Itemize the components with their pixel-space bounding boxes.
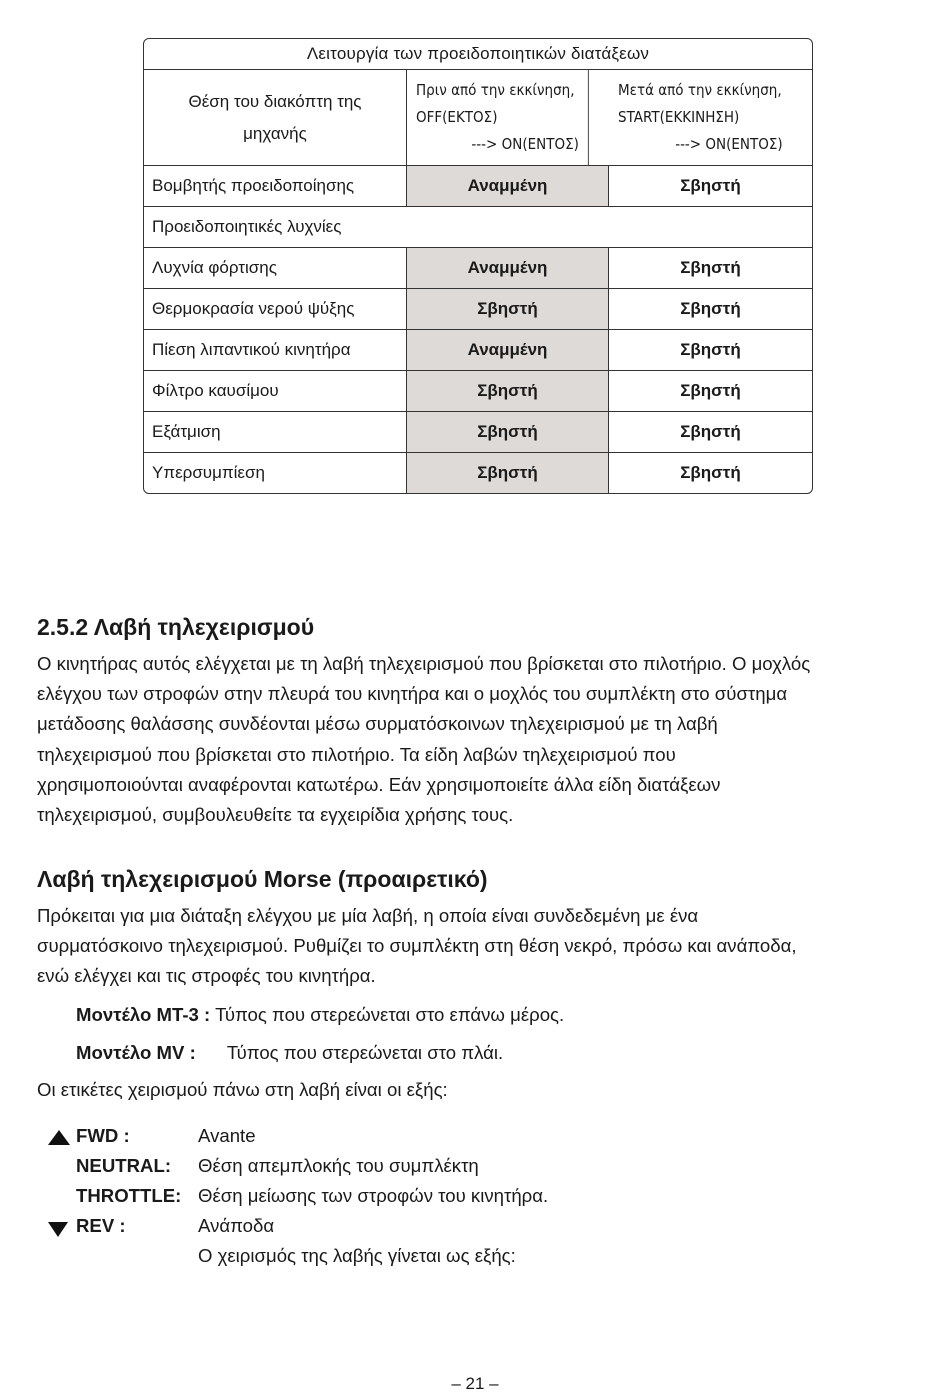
label-key: FWD :	[76, 1125, 130, 1146]
row-after-value: Σβηστή	[680, 422, 741, 441]
table-row	[144, 330, 812, 371]
row-after-value: Σβηστή	[680, 463, 741, 482]
header-switch-position: Θέση του διακόπτη της μηχανής	[144, 70, 407, 165]
paragraph-line: ελέγχου των στροφών στην πλευρά του κινητήρα και ο μοχλός του συμπλέκτη στο σύστημα	[37, 683, 788, 705]
row-label: Βομβητής προειδοποίησης	[144, 166, 407, 206]
row-after-value: Σβηστή	[680, 381, 741, 400]
table-row	[144, 166, 812, 207]
row-before-value: Σβηστή	[407, 289, 609, 329]
label-key: THROTTLE:	[76, 1185, 182, 1206]
table-row	[144, 453, 812, 493]
row-after-value: Σβηστή	[680, 340, 741, 359]
labels-intro: Οι ετικέτες χειρισμού πάνω στη λαβή είναι οι εξής:	[37, 1079, 448, 1100]
paragraph-line: τηλεχειρισμού, συμβουλευθείτε τα εγχειρίδια χρήσης τους.	[37, 804, 514, 826]
label-value: Avante	[198, 1125, 256, 1146]
model-name: Μοντέλο MV :	[76, 1042, 196, 1063]
row-before-value: Αναμμένη	[407, 248, 609, 288]
paragraph-line: μετάδοσης θαλάσσης συνδέονται μέσω συρματόσκοινων τηλεχειρισμού με τη λαβή	[37, 713, 718, 735]
header-after-line3: ---> ON(ΕΝΤΟΣ)	[675, 135, 783, 153]
label-key: REV :	[76, 1215, 126, 1236]
model-desc: Τύπος που στερεώνεται στο πλάι.	[226, 1042, 504, 1063]
section-heading-remote-control: 2.5.2 Λαβή τηλεχειρισμού	[37, 614, 315, 640]
header-after-start	[609, 70, 792, 165]
table-title: Λειτουργία των προειδοποιητικών διατάξεων	[144, 39, 812, 70]
row-before-value: Σβηστή	[407, 371, 609, 411]
section2-paragraph	[37, 901, 917, 992]
paragraph-line: τηλεχειρισμού που βρίσκεται στο πιλοτήριο. Τα είδη λαβών τηλεχειρισμού που	[37, 743, 676, 765]
model-mt3-line	[76, 1004, 564, 1026]
triangle-up-icon	[48, 1130, 70, 1145]
label-value: Ανάποδα	[198, 1215, 275, 1236]
model-mv-line	[76, 1042, 503, 1064]
closing-text: Ο χειρισμός της λαβής γίνεται ως εξής:	[198, 1245, 516, 1266]
row-before-value: Αναμμένη	[407, 166, 609, 206]
label-value: Θέση μείωσης των στροφών του κινητήρα.	[198, 1185, 549, 1206]
paragraph-line: ενώ ελέγχει και τις στροφές του κινητήρα.	[37, 965, 376, 987]
row-after-value: Σβηστή	[680, 299, 741, 318]
paragraph-line: χρησιμοποιούνται αναφέρονται κατωτέρω. Εάν χρησιμοποιείτε άλλα είδη διατάξεων	[37, 773, 721, 795]
header-before-line3: ---> ON(ΕΝΤΟΣ)	[471, 135, 579, 153]
row-before-value: Σβηστή	[407, 412, 609, 452]
model-desc: Τύπος που στερεώνεται στο επάνω μέρος.	[215, 1004, 565, 1025]
label-key: NEUTRAL:	[76, 1155, 172, 1176]
section1-paragraph	[37, 649, 917, 830]
label-value: Θέση απεμπλοκής του συμπλέκτη	[198, 1155, 479, 1176]
row-label: Λυχνία φόρτισης	[144, 248, 407, 288]
paragraph-line: συρματόσκοινο τηλεχειρισμού. Ρυθμίζει το συμπλέκτη στη θέση νεκρό, πρόσω και ανάποδα,	[37, 935, 797, 957]
header-before-line1: Πριν από την εκκίνηση,	[416, 81, 575, 99]
header-after-line1: Μετά από την εκκίνηση,	[618, 81, 782, 99]
row-label: Εξάτμιση	[144, 412, 407, 452]
header-before-start	[407, 70, 589, 165]
table-row	[144, 289, 812, 330]
row-label: Πίεση λιπαντικού κινητήρα	[144, 330, 407, 370]
section-heading-morse: Λαβή τηλεχειρισμού Morse (προαιρετικό)	[37, 866, 488, 892]
model-name: Μοντέλο MT-3 :	[76, 1004, 211, 1025]
row-label: Θερμοκρασία νερού ψύξης	[144, 289, 407, 329]
row-after-value: Σβηστή	[680, 176, 741, 195]
table-row	[144, 248, 812, 289]
triangle-down-icon	[48, 1222, 68, 1237]
row-label: Υπερσυμπίεση	[144, 453, 407, 493]
header-after-line2: START(ΕΚΚΙΝΗΣΗ)	[618, 108, 740, 126]
table-row	[144, 412, 812, 453]
paragraph-line: Ο κινητήρας αυτός ελέγχεται με τη λαβή τηλεχειρισμού που βρίσκεται στο πιλοτήριο. Ο μοχλός	[37, 653, 811, 674]
page-number: – 21 –	[451, 1374, 499, 1393]
header-before-line2: OFF(ΕΚΤΟΣ)	[416, 108, 498, 126]
table-row-group	[144, 207, 812, 248]
row-before-value: Σβηστή	[407, 453, 609, 493]
table-row	[144, 371, 812, 412]
paragraph-line: Πρόκειται για μια διάταξη ελέγχου με μία λαβή, η οποία είναι συνδεδεμένη με ένα	[37, 905, 699, 926]
row-label: Φίλτρο καυσίμου	[144, 371, 407, 411]
table-header-row	[144, 70, 812, 166]
row-group-label: Προειδοποιητικές λυχνίες	[152, 217, 342, 236]
row-after-value: Σβηστή	[680, 258, 741, 277]
row-before-value: Αναμμένη	[407, 330, 609, 370]
warning-devices-table	[143, 38, 813, 494]
